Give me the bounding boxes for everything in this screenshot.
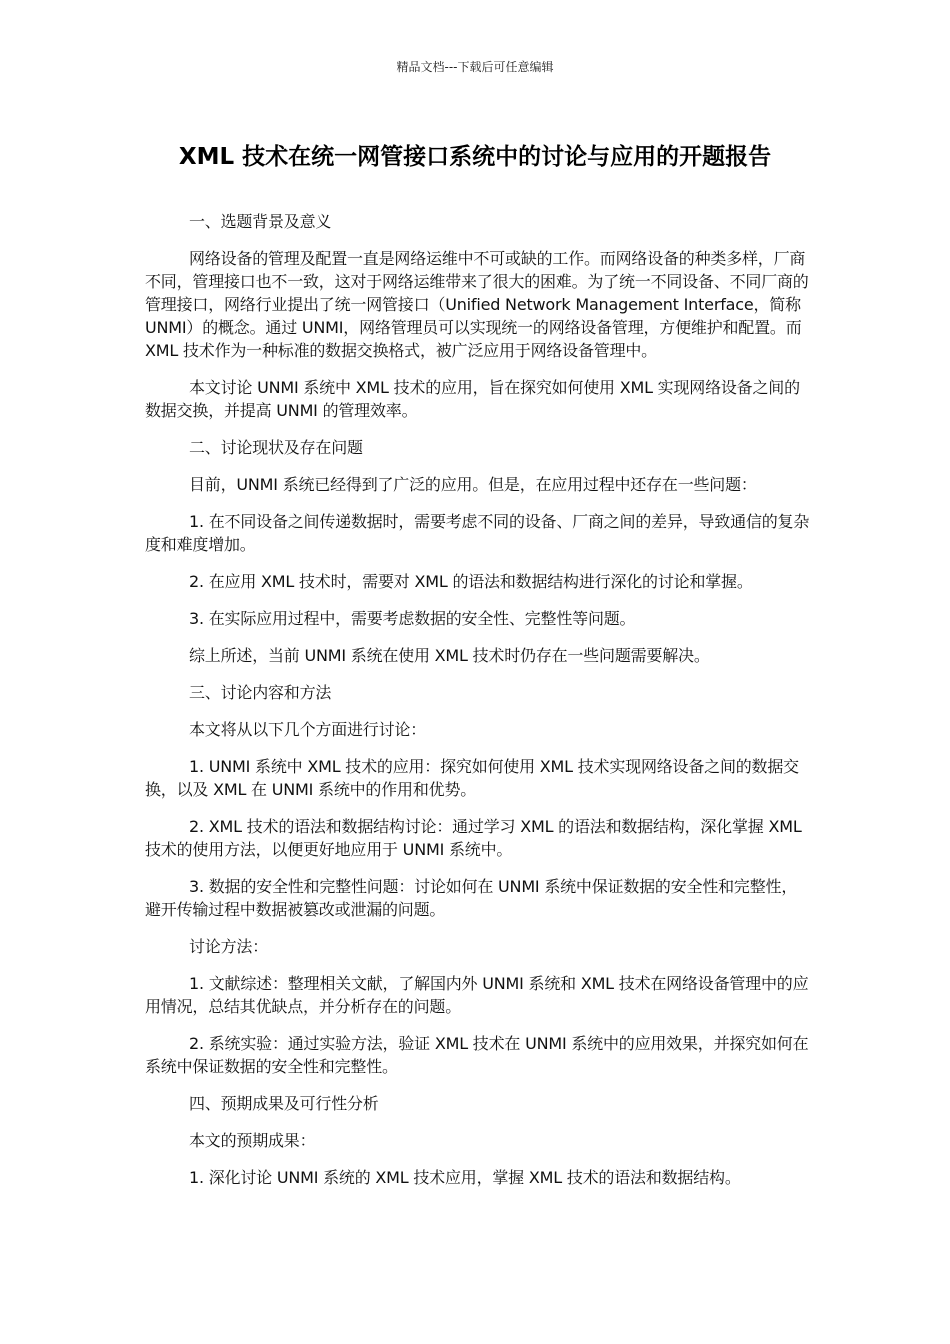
section-heading-background: 一、选题背景及意义 (189, 212, 332, 231)
list-item-problem-2: 2. 在应用 XML 技术时，需要对 XML 的语法和数据结构进行深化的讨论和掌握。 (189, 572, 753, 591)
list-item-method-1: 1. 文献综述：整理相关文献，了解国内外 UNMI 系统和 XML 技术在网络设备管理中的应用情况，总结其优缺点，并分析存在的问题。 (145, 974, 809, 1016)
section-heading-content: 三、讨论内容和方法 (189, 683, 332, 702)
header-note: 精品文档---下载后可任意编辑 (396, 60, 554, 74)
list-item-problem-3: 3. 在实际应用过程中，需要考虑数据的安全性、完整性等问题。 (189, 609, 636, 628)
paragraph-content-intro: 本文将从以下几个方面进行讨论： (189, 720, 427, 739)
paragraph-status-summary: 综上所述，当前 UNMI 系统在使用 XML 技术时仍存在一些问题需要解决。 (189, 646, 710, 665)
list-item-content-3: 3. 数据的安全性和完整性问题：讨论如何在 UNMI 系统中保证数据的安全性和完整性，避开传输过程中数据被篡改或泄漏的问题。 (145, 877, 798, 919)
list-item-content-2: 2. XML 技术的语法和数据结构讨论：通过学习 XML 的语法和数据结构，深化掌握 XML 技术的使用方法，以便更好地应用于 UNMI 系统中。 (145, 817, 802, 859)
list-item-content-1: 1. UNMI 系统中 XML 技术的应用：探究如何使用 XML 技术实现网络设备之间的数据交换，以及 XML 在 UNMI 系统中的作用和优势。 (145, 757, 799, 799)
list-item-method-2: 2. 系统实验：通过实验方法，验证 XML 技术在 UNMI 系统中的应用效果，并探究如何在系统中保证数据的安全性和完整性。 (145, 1034, 809, 1076)
section-heading-outcomes: 四、预期成果及可行性分析 (189, 1094, 379, 1113)
list-item-problem-1: 1. 在不同设备之间传递数据时，需要考虑不同的设备、厂商之间的差异，导致通信的复杂度和难度增加。 (145, 512, 810, 554)
paragraph-background: 网络设备的管理及配置一直是网络运维中不可或缺的工作。而网络设备的种类多样，厂商不同，管理接口也不一致，这对于网络运维带来了很大的困难。为了统一不同设备、不同厂商的管理接口，网络行业提出了统一网管接口（Unified Network Management Interface，简称 UNMI）的概念。通过 UNMI，网络管理员可以实现统一的网络设备管理，方便维护和配置。而 XML 技术作为一种标准的数据交换格式，被广泛应用于网络设备管理中。 (145, 249, 809, 360)
document-title: XML 技术在统一网管接口系统中的讨论与应用的开题报告 (178, 144, 772, 170)
paragraph-purpose: 本文讨论 UNMI 系统中 XML 技术的应用，旨在探究如何使用 XML 实现网络设备之间的数据交换，并提高 UNMI 的管理效率。 (145, 378, 800, 420)
paragraph-outcomes-intro: 本文的预期成果： (189, 1131, 316, 1150)
section-heading-status: 二、讨论现状及存在问题 (189, 438, 363, 457)
paragraph-status-intro: 目前，UNMI 系统已经得到了广泛的应用。但是，在应用过程中还存在一些问题： (189, 475, 757, 494)
paragraph-methods-label: 讨论方法： (189, 937, 269, 956)
list-item-outcome-1: 1. 深化讨论 UNMI 系统的 XML 技术应用，掌握 XML 技术的语法和数据结构。 (189, 1168, 741, 1187)
document-body (145, 210, 811, 1203)
